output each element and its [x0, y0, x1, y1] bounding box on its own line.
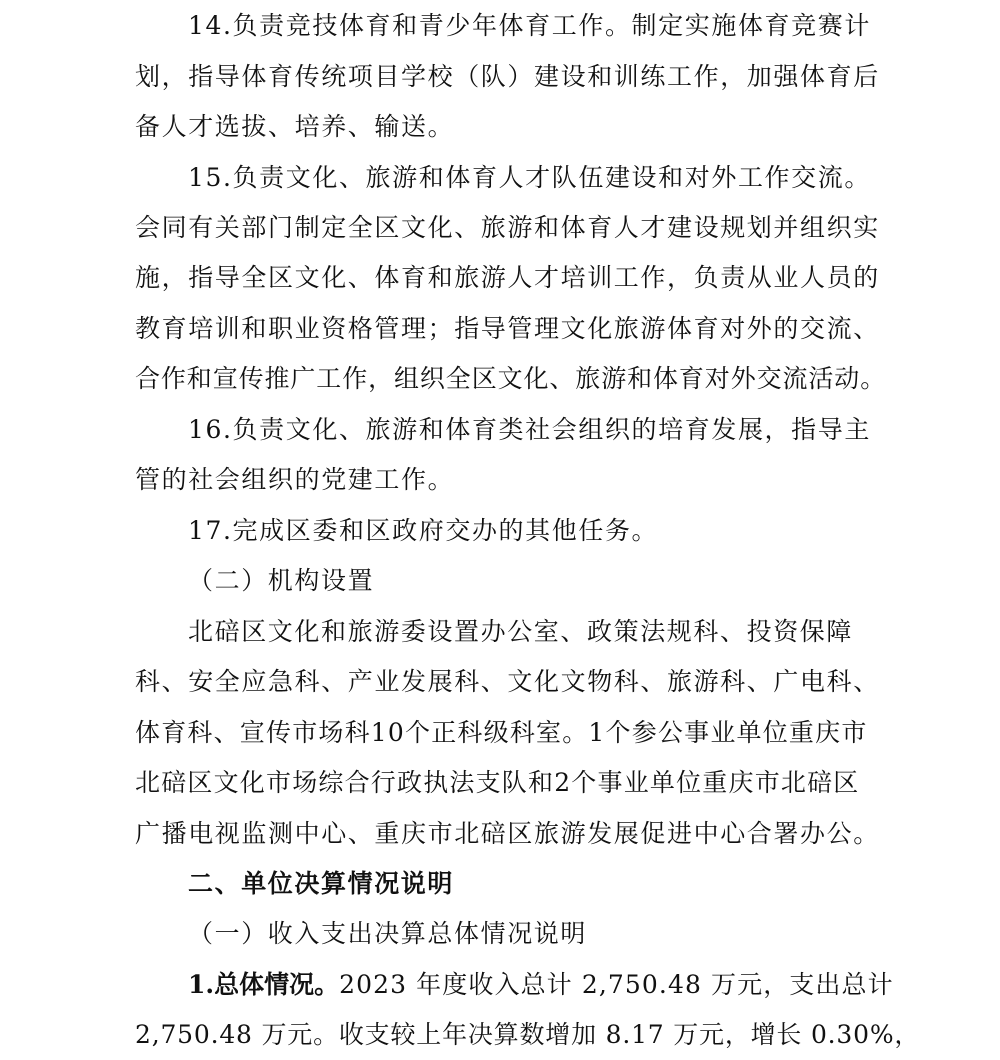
paragraph-line: 广播电视监测中心、重庆市北碚区旅游发展促进中心合署办公。: [135, 819, 880, 848]
paragraph-line: 体育科、宣传市场科10个正科级科室。1个参公事业单位重庆市: [135, 718, 868, 747]
chapter-heading: 二、单位决算情况说明: [188, 869, 455, 898]
paragraph-line: 备人才选拔、培养、输送。: [135, 112, 455, 141]
paragraph-line: 管的社会组织的党建工作。: [135, 465, 455, 494]
paragraph-line: 北碚区文化市场综合行政执法支队和2个事业单位重庆市北碚区: [135, 768, 860, 797]
section-heading: （一）收入支出决算总体情况说明: [188, 919, 588, 948]
summary-paragraph-line: [0, 965, 1000, 1005]
paragraph-line: 教育培训和职业资格管理；指导管理文化旅游体育对外的交流、: [135, 314, 880, 343]
paragraph-line: 14.负责竞技体育和青少年体育工作。制定实施体育竞赛计: [188, 11, 871, 40]
paragraph-line: 17.完成区委和区政府交办的其他任务。: [188, 516, 659, 545]
paragraph-line: 科、安全应急科、产业发展科、文化文物科、旅游科、广电科、: [135, 667, 880, 696]
summary-label: 1.总体情况。: [188, 970, 340, 999]
paragraph-line: 划，指导体育传统项目学校（队）建设和训练工作，加强体育后: [135, 62, 880, 91]
paragraph-line: 会同有关部门制定全区文化、旅游和体育人才建设规划并组织实: [135, 213, 880, 242]
summary-text: 2023 年度收入总计 2,750.48 万元，支出总计: [339, 970, 894, 999]
paragraph-line: 合作和宣传推广工作，组织全区文化、旅游和体育对外交流活动。: [135, 364, 887, 393]
paragraph-line: 施，指导全区文化、体育和旅游人才培训工作，负责从业人员的: [135, 263, 880, 292]
paragraph-line: 北碚区文化和旅游委设置办公室、政策法规科、投资保障: [188, 617, 854, 646]
summary-paragraph-line: 2,750.48 万元。收支较上年决算数增加 8.17 万元，增长 0.30%，: [135, 1020, 921, 1049]
paragraph-line: 16.负责文化、旅游和体育类社会组织的培育发展，指导主: [188, 415, 871, 444]
paragraph-line: 15.负责文化、旅游和体育人才队伍建设和对外工作交流。: [188, 163, 871, 192]
section-heading: （二）机构设置: [188, 566, 375, 595]
